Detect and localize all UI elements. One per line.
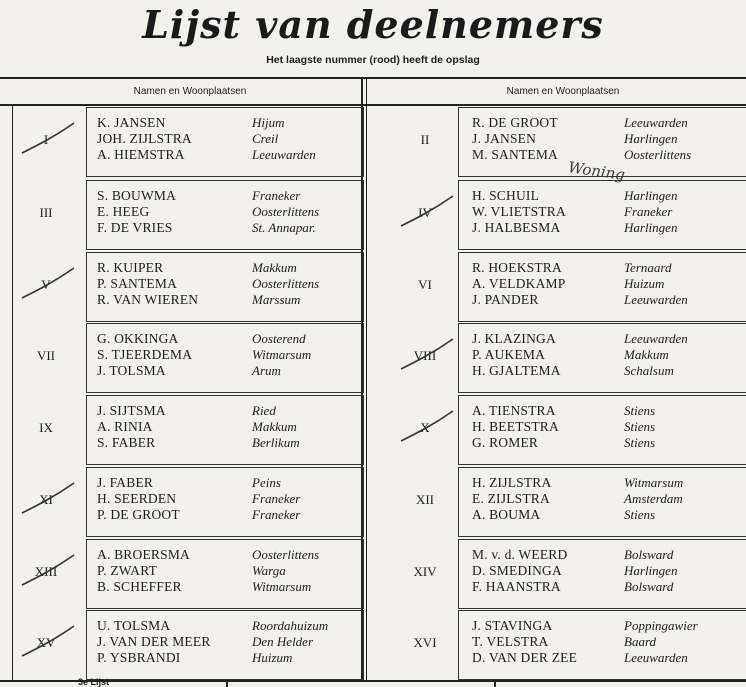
participant-name: P. DE GROOT — [97, 507, 180, 522]
participant-place: Franeker — [252, 507, 301, 522]
participant-name: D. VAN DER ZEE — [472, 650, 578, 665]
participant-places — [252, 403, 300, 451]
participant-name: R. VAN WIEREN — [97, 292, 199, 307]
group-number: II — [420, 132, 430, 147]
participant-name: A. HIEMSTRA — [97, 147, 185, 162]
participant-place: Ried — [252, 403, 276, 418]
participant-place: Leeuwarden — [624, 115, 688, 130]
participant-places — [252, 618, 328, 666]
handwritten-note: Woning — [567, 158, 627, 184]
participant-place: Stiens — [624, 507, 656, 522]
participant-name: A. BROERSMA — [97, 547, 190, 562]
group-number: IX — [39, 420, 53, 435]
participant-place: Harlingen — [624, 131, 678, 146]
participant-places — [252, 331, 311, 379]
participant-place: Franeker — [252, 491, 301, 506]
group-number: X — [420, 420, 430, 435]
participant-name: P. YSBRANDI — [97, 650, 181, 665]
participant-place: Ternaard — [624, 260, 672, 275]
participant-place: Leeuwarden — [624, 292, 688, 307]
participant-names — [97, 331, 192, 379]
participant-places — [252, 260, 319, 308]
footer-rule — [0, 680, 746, 682]
participant-name: S. FABER — [97, 435, 156, 450]
participant-name: E. HEEG — [97, 204, 150, 219]
participant-places — [624, 115, 691, 163]
group-number: III — [39, 205, 53, 220]
participant-place: Witmarsum — [252, 579, 312, 594]
group-number: I — [43, 132, 49, 147]
participant-places — [252, 547, 319, 595]
participant-names — [97, 260, 198, 308]
participant-name: J. PANDER — [472, 292, 539, 307]
participant-name: P. SANTEMA — [97, 276, 178, 291]
participant-place: Oosterend — [252, 331, 306, 346]
participant-name: A. RINIA — [97, 419, 153, 434]
participant-name: G. OKKINGA — [97, 331, 179, 346]
participant-place: Den Helder — [252, 634, 314, 649]
participant-place: Oosterlittens — [624, 147, 692, 162]
participant-name: S. TJEERDEMA — [97, 347, 193, 362]
participant-place: Oosterlittens — [252, 547, 320, 562]
participant-places — [252, 188, 319, 236]
participant-name: S. BOUWMA — [97, 188, 177, 203]
participant-names — [472, 547, 567, 595]
participant-place: Bolsward — [624, 547, 674, 562]
participant-place: Marssum — [252, 292, 301, 307]
participant-place: Stiens — [624, 419, 656, 434]
participant-names — [472, 115, 558, 163]
participant-names — [472, 188, 566, 236]
participant-name: H. GJALTEMA — [472, 363, 561, 378]
participant-places — [624, 475, 683, 523]
participant-name: F. DE VRIES — [97, 220, 173, 235]
participant-place: Creil — [252, 131, 279, 146]
participant-name: R. KUIPER — [97, 260, 164, 275]
participant-place: Roordahuizum — [252, 618, 329, 633]
column-header-right: Namen en Woonplaatsen — [506, 86, 620, 97]
group-number: XIII — [34, 564, 58, 579]
participant-place: Makkum — [252, 260, 297, 275]
participant-place: St. Annapar. — [252, 220, 316, 235]
participant-name: F. HAANSTRA — [472, 579, 561, 594]
participant-place: Franeker — [252, 188, 301, 203]
footer-divider-2 — [494, 680, 496, 687]
participant-name: T. VELSTRA — [472, 634, 549, 649]
participant-place: Huizum — [624, 276, 665, 291]
header-bottom-rule — [0, 104, 746, 106]
column-divider-2 — [366, 77, 367, 680]
participant-names — [472, 475, 551, 523]
participant-names — [472, 331, 561, 379]
header-top-rule — [0, 77, 746, 79]
participant-place: Stiens — [624, 435, 656, 450]
participant-names — [97, 188, 176, 236]
participant-place: Makkum — [252, 419, 297, 434]
participant-place: Franeker — [624, 204, 673, 219]
participant-name: J. FABER — [97, 475, 154, 490]
participant-name: J. SIJTSMA — [97, 403, 166, 418]
participant-name: H. BEETSTRA — [472, 419, 559, 434]
participant-places — [624, 547, 677, 595]
participant-place: Hijum — [252, 115, 285, 130]
participant-place: Warga — [252, 563, 286, 578]
participant-places — [624, 331, 688, 379]
participant-name: R. HOEKSTRA — [472, 260, 562, 275]
participant-name: A. VELDKAMP — [472, 276, 566, 291]
footer-divider — [226, 680, 228, 687]
left-edge-rule — [12, 104, 13, 680]
group-number: VII — [36, 348, 56, 363]
participant-place: Peins — [252, 475, 281, 490]
participant-places — [624, 618, 698, 666]
participant-name: K. JANSEN — [97, 115, 166, 130]
participant-names — [472, 403, 559, 451]
participant-places — [624, 188, 677, 236]
participant-name: U. TOLSMA — [97, 618, 171, 633]
group-number: XII — [415, 492, 435, 507]
group-number: VI — [418, 277, 432, 292]
participant-name: J. VAN DER MEER — [97, 634, 211, 649]
participant-place: Harlingen — [624, 188, 678, 203]
participant-places — [624, 260, 688, 308]
participant-place: Witmarsum — [252, 347, 312, 362]
group-number: XV — [36, 635, 56, 650]
group-number: XIV — [413, 564, 437, 579]
page-subtitle: Het laagste nummer (rood) heeft de opslag — [266, 54, 480, 66]
participant-name: M. v. d. WEERD — [472, 547, 568, 562]
participant-name: P. AUKEMA — [472, 347, 546, 362]
participant-place: Arum — [252, 363, 281, 378]
participant-names — [472, 260, 565, 308]
group-number: XVI — [413, 635, 437, 650]
participant-place: Schalsum — [624, 363, 674, 378]
group-number: IV — [418, 205, 432, 220]
group-number: VIII — [413, 348, 437, 363]
participant-name: J. HALBESMA — [472, 220, 561, 235]
participant-names — [97, 547, 190, 595]
participant-name: D. SMEDINGA — [472, 563, 562, 578]
participant-place: Harlingen — [624, 220, 678, 235]
participant-place: Leeuwarden — [624, 650, 688, 665]
participant-place: Oosterlittens — [252, 276, 320, 291]
participant-place: Leeuwarden — [624, 331, 688, 346]
participant-name: B. SCHEFFER — [97, 579, 182, 594]
participant-place: Witmarsum — [624, 475, 684, 490]
participant-name: J. STAVINGA — [472, 618, 553, 633]
participant-places — [252, 475, 300, 523]
participant-name: J. KLAZINGA — [472, 331, 556, 346]
participant-place: Huizum — [252, 650, 293, 665]
page-title: Lijst van deelnemers — [142, 2, 604, 47]
participant-name: A. BOUMA — [472, 507, 541, 522]
participant-name: P. ZWART — [97, 563, 158, 578]
participant-name: J. TOLSMA — [97, 363, 166, 378]
participant-place: Oosterlittens — [252, 204, 320, 219]
footer-label: 3e Lijst — [78, 677, 110, 687]
participant-place: Stiens — [624, 403, 656, 418]
participant-name: G. ROMER — [472, 435, 539, 450]
participant-name: H. SEERDEN — [97, 491, 177, 506]
participant-names — [97, 618, 211, 666]
participant-place: Baard — [624, 634, 657, 649]
participant-names — [97, 115, 192, 163]
participant-place: Makkum — [624, 347, 669, 362]
participant-name: H. SCHUIL — [472, 188, 540, 203]
participant-name: R. DE GROOT — [472, 115, 558, 130]
participant-name: JOH. ZIJLSTRA — [97, 131, 192, 146]
participant-name: M. SANTEMA — [472, 147, 559, 162]
participant-place: Berlikum — [252, 435, 300, 450]
participant-name: W. VLIETSTRA — [472, 204, 566, 219]
participant-place: Leeuwarden — [252, 147, 316, 162]
group-number: V — [41, 277, 51, 292]
column-header-left: Namen en Woonplaatsen — [133, 86, 247, 97]
participant-name: A. TIENSTRA — [472, 403, 556, 418]
participant-places — [252, 115, 316, 163]
participant-name: E. ZIJLSTRA — [472, 491, 550, 506]
participant-place: Harlingen — [624, 563, 678, 578]
participant-names — [97, 475, 180, 523]
participant-name: H. ZIJLSTRA — [472, 475, 552, 490]
group-number: XI — [39, 492, 53, 507]
participant-names — [472, 618, 577, 666]
participant-names — [97, 403, 166, 451]
participant-place: Amsterdam — [624, 491, 683, 506]
participant-place: Poppingawier — [624, 618, 698, 633]
participant-name: J. JANSEN — [472, 131, 537, 146]
participant-place: Bolsward — [624, 579, 674, 594]
participant-places — [624, 403, 655, 451]
